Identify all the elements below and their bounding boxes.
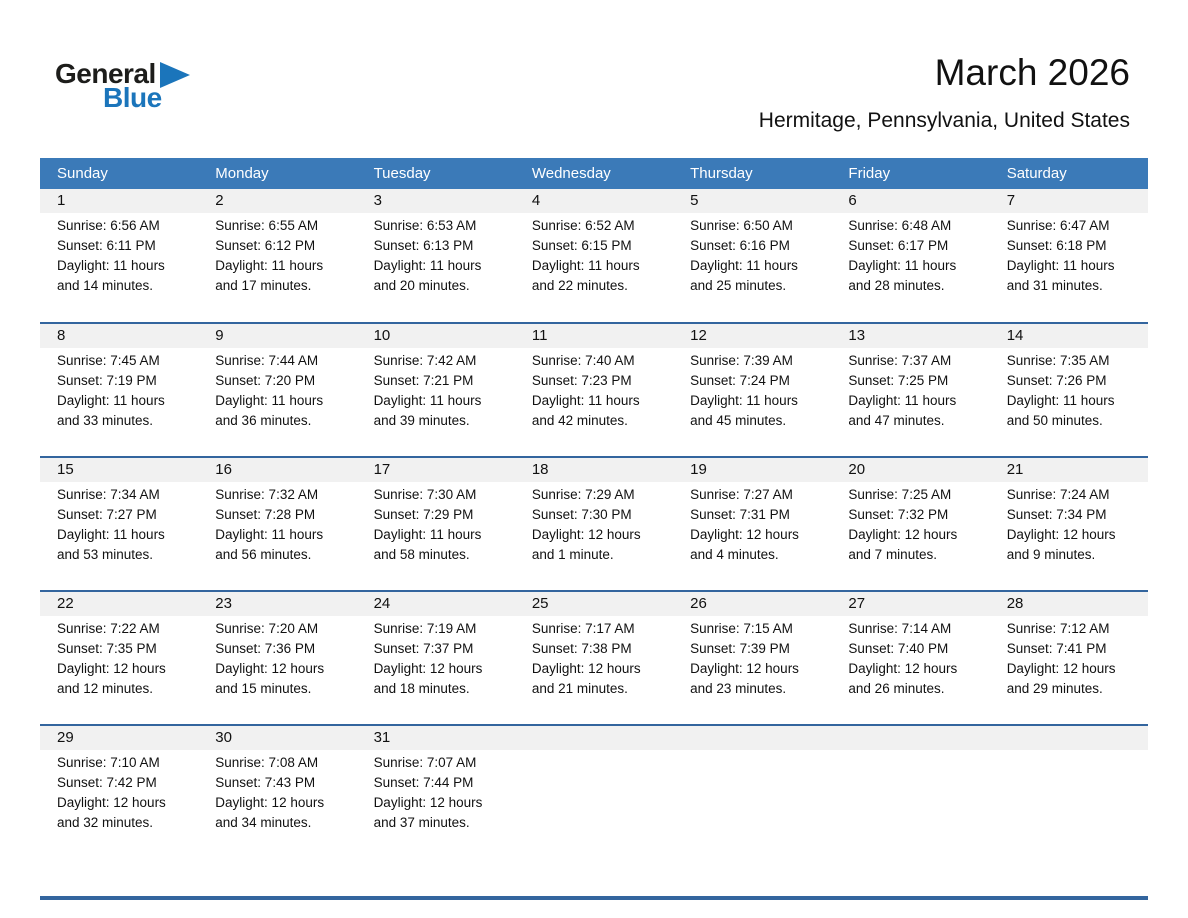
day-cell	[990, 189, 1148, 323]
day-details	[515, 482, 673, 565]
day-number	[990, 726, 1148, 750]
sunset-text: Sunset: 6:12 PM	[215, 238, 316, 253]
day-cell	[673, 323, 831, 457]
day-details	[673, 348, 831, 431]
sunrise-text: Sunrise: 7:34 AM	[57, 487, 160, 502]
daylight-text: Daylight: 12 hours and 21 minutes.	[531, 661, 641, 696]
day-number	[515, 726, 673, 750]
day-details	[673, 482, 831, 565]
logo-triangle-icon	[160, 62, 190, 88]
day-cell	[831, 457, 989, 591]
day-cell	[357, 591, 515, 725]
daylight-text: Daylight: 12 hours and 12 minutes.	[57, 661, 166, 696]
day-cell	[357, 725, 515, 859]
footer-rule	[40, 896, 1148, 900]
sunset-text: Sunset: 6:15 PM	[531, 238, 632, 253]
day-cell	[673, 189, 831, 323]
day-details	[357, 750, 515, 833]
sunset-text: Sunset: 7:26 PM	[1006, 373, 1107, 388]
day-cell	[515, 323, 673, 457]
day-cell	[40, 457, 198, 591]
day-number: 27	[831, 592, 989, 616]
sunset-text: Sunset: 7:42 PM	[57, 775, 157, 790]
day-number: 26	[673, 592, 831, 616]
sunrise-text: Sunrise: 7:32 AM	[215, 487, 319, 502]
sunset-text: Sunset: 7:27 PM	[57, 507, 157, 522]
empty-day-cell	[990, 725, 1148, 859]
day-details	[198, 616, 356, 699]
weekday-header-thursday: Thursday	[673, 158, 831, 189]
weekday-header-wednesday: Wednesday	[515, 158, 673, 189]
weekday-header-tuesday: Tuesday	[357, 158, 515, 189]
day-details	[357, 616, 515, 699]
day-details	[40, 348, 198, 431]
sunset-text: Sunset: 7:30 PM	[531, 507, 632, 522]
sunset-text: Sunset: 7:36 PM	[215, 641, 316, 656]
day-details	[40, 482, 198, 565]
sunrise-text: Sunrise: 7:25 AM	[848, 487, 952, 502]
daylight-text: Daylight: 11 hours and 47 minutes.	[848, 393, 957, 428]
sunrise-text: Sunrise: 6:52 AM	[531, 218, 635, 233]
sunrise-text: Sunrise: 6:47 AM	[1006, 218, 1110, 233]
daylight-text: Daylight: 11 hours and 58 minutes.	[373, 527, 482, 562]
sunset-text: Sunset: 7:41 PM	[1006, 641, 1107, 656]
day-details	[40, 213, 198, 296]
day-cell	[831, 189, 989, 323]
sunrise-text: Sunrise: 7:27 AM	[690, 487, 793, 502]
sunrise-text: Sunrise: 6:53 AM	[373, 218, 477, 233]
daylight-text: Daylight: 11 hours and 33 minutes.	[57, 393, 165, 428]
sunset-text: Sunset: 7:34 PM	[1006, 507, 1107, 522]
day-cell	[515, 457, 673, 591]
sunrise-text: Sunrise: 7:24 AM	[1006, 487, 1110, 502]
sunrise-text: Sunrise: 7:19 AM	[373, 621, 477, 636]
sunrise-text: Sunrise: 7:12 AM	[1006, 621, 1110, 636]
sunrise-text: Sunrise: 7:20 AM	[215, 621, 319, 636]
logo-text-blue: Blue	[103, 82, 162, 113]
day-number: 1	[40, 189, 198, 213]
empty-day-cell	[515, 725, 673, 859]
sunrise-text: Sunrise: 7:07 AM	[373, 755, 477, 770]
sunrise-text: Sunrise: 7:44 AM	[215, 353, 319, 368]
day-number: 16	[198, 458, 356, 482]
daylight-text: Daylight: 11 hours and 36 minutes.	[215, 393, 324, 428]
daylight-text: Daylight: 12 hours and 9 minutes.	[1006, 527, 1116, 562]
weekday-header-monday: Monday	[198, 158, 356, 189]
day-details	[831, 482, 989, 565]
daylight-text: Daylight: 11 hours and 45 minutes.	[690, 393, 798, 428]
daylight-text: Daylight: 11 hours and 31 minutes.	[1006, 258, 1115, 293]
daylight-text: Daylight: 12 hours and 18 minutes.	[373, 661, 483, 696]
day-cell	[40, 591, 198, 725]
day-number: 18	[515, 458, 673, 482]
day-number: 19	[673, 458, 831, 482]
daylight-text: Daylight: 12 hours and 1 minute.	[531, 527, 641, 562]
day-number: 31	[357, 726, 515, 750]
sunset-text: Sunset: 7:44 PM	[373, 775, 474, 790]
sunrise-text: Sunrise: 7:35 AM	[1006, 353, 1110, 368]
day-number: 15	[40, 458, 198, 482]
sunrise-text: Sunrise: 7:40 AM	[531, 353, 635, 368]
daylight-text: Daylight: 11 hours and 14 minutes.	[57, 258, 165, 293]
day-details	[198, 750, 356, 833]
sunrise-text: Sunrise: 7:30 AM	[373, 487, 477, 502]
day-cell	[40, 189, 198, 323]
sunset-text: Sunset: 7:38 PM	[531, 641, 632, 656]
header-titles	[759, 52, 1130, 132]
day-number: 3	[357, 189, 515, 213]
day-number: 9	[198, 324, 356, 348]
day-cell	[831, 591, 989, 725]
day-number: 22	[40, 592, 198, 616]
daylight-text: Daylight: 12 hours and 7 minutes.	[848, 527, 958, 562]
day-cell	[673, 457, 831, 591]
daylight-text: Daylight: 11 hours and 20 minutes.	[373, 258, 482, 293]
daylight-text: Daylight: 11 hours and 53 minutes.	[57, 527, 165, 562]
day-details	[831, 213, 989, 296]
day-cell	[40, 323, 198, 457]
day-cell	[990, 323, 1148, 457]
daylight-text: Daylight: 12 hours and 26 minutes.	[848, 661, 958, 696]
daylight-text: Daylight: 11 hours and 50 minutes.	[1006, 393, 1115, 428]
day-number: 28	[990, 592, 1148, 616]
sunset-text: Sunset: 7:40 PM	[848, 641, 949, 656]
day-details	[515, 616, 673, 699]
sunset-text: Sunset: 7:24 PM	[690, 373, 790, 388]
daylight-text: Daylight: 11 hours and 22 minutes.	[531, 258, 640, 293]
daylight-text: Daylight: 12 hours and 29 minutes.	[1006, 661, 1116, 696]
weekday-header-saturday: Saturday	[990, 158, 1148, 189]
sunrise-text: Sunrise: 7:08 AM	[215, 755, 319, 770]
sunrise-text: Sunrise: 7:45 AM	[57, 353, 160, 368]
sunset-text: Sunset: 6:11 PM	[57, 238, 156, 253]
sunrise-text: Sunrise: 6:56 AM	[57, 218, 160, 233]
day-number: 29	[40, 726, 198, 750]
sunrise-text: Sunrise: 7:37 AM	[848, 353, 952, 368]
sunset-text: Sunset: 7:19 PM	[57, 373, 157, 388]
daylight-text: Daylight: 12 hours and 15 minutes.	[215, 661, 325, 696]
sunset-text: Sunset: 7:31 PM	[690, 507, 790, 522]
empty-day-cell	[673, 725, 831, 859]
day-number: 5	[673, 189, 831, 213]
sunrise-text: Sunrise: 7:15 AM	[690, 621, 793, 636]
day-details	[831, 348, 989, 431]
day-details	[198, 482, 356, 565]
day-number: 20	[831, 458, 989, 482]
day-number: 25	[515, 592, 673, 616]
week-row	[40, 591, 1148, 725]
day-details	[515, 348, 673, 431]
day-cell	[198, 457, 356, 591]
week-row	[40, 189, 1148, 323]
week-row	[40, 323, 1148, 457]
logo-text-general: General	[55, 58, 156, 89]
day-cell	[40, 725, 198, 859]
day-number: 24	[357, 592, 515, 616]
daylight-text: Daylight: 11 hours and 17 minutes.	[215, 258, 324, 293]
day-details	[990, 348, 1148, 431]
sunset-text: Sunset: 7:29 PM	[373, 507, 474, 522]
day-details	[40, 616, 198, 699]
sunrise-text: Sunrise: 7:14 AM	[848, 621, 952, 636]
day-cell	[198, 591, 356, 725]
sunset-text: Sunset: 7:23 PM	[531, 373, 632, 388]
sunset-text: Sunset: 7:37 PM	[373, 641, 474, 656]
day-details	[990, 482, 1148, 565]
day-number: 14	[990, 324, 1148, 348]
day-cell	[198, 189, 356, 323]
sunset-text: Sunset: 7:28 PM	[215, 507, 316, 522]
day-number: 12	[673, 324, 831, 348]
daylight-text: Daylight: 12 hours and 4 minutes.	[690, 527, 799, 562]
empty-day-cell	[831, 725, 989, 859]
day-number: 13	[831, 324, 989, 348]
page-subtitle: Hermitage, Pennsylvania, United States	[758, 108, 1130, 132]
day-details	[990, 616, 1148, 699]
day-cell	[198, 725, 356, 859]
daylight-text: Daylight: 11 hours and 39 minutes.	[373, 393, 482, 428]
sunset-text: Sunset: 6:13 PM	[373, 238, 474, 253]
daylight-text: Daylight: 12 hours and 23 minutes.	[690, 661, 799, 696]
day-details	[40, 750, 198, 833]
day-number: 30	[198, 726, 356, 750]
day-cell	[990, 591, 1148, 725]
day-details	[515, 213, 673, 296]
day-details	[198, 348, 356, 431]
day-number: 10	[357, 324, 515, 348]
daylight-text: Daylight: 12 hours and 37 minutes.	[373, 795, 483, 830]
sunrise-text: Sunrise: 7:42 AM	[373, 353, 477, 368]
week-row	[40, 457, 1148, 591]
day-number: 6	[831, 189, 989, 213]
day-details	[673, 213, 831, 296]
sunset-text: Sunset: 6:16 PM	[690, 238, 790, 253]
daylight-text: Daylight: 12 hours and 32 minutes.	[57, 795, 166, 830]
day-cell	[357, 457, 515, 591]
day-details	[198, 213, 356, 296]
weekday-header-friday: Friday	[831, 158, 989, 189]
calendar-table	[40, 158, 1148, 859]
day-cell	[673, 591, 831, 725]
sunrise-text: Sunrise: 7:29 AM	[531, 487, 635, 502]
weekday-header-sunday: Sunday	[40, 158, 198, 189]
sunset-text: Sunset: 7:39 PM	[690, 641, 790, 656]
sunrise-text: Sunrise: 6:50 AM	[690, 218, 793, 233]
day-number: 23	[198, 592, 356, 616]
day-cell	[198, 323, 356, 457]
sunset-text: Sunset: 7:43 PM	[215, 775, 316, 790]
sunset-text: Sunset: 7:20 PM	[215, 373, 316, 388]
day-details	[673, 616, 831, 699]
day-number	[673, 726, 831, 750]
day-number: 2	[198, 189, 356, 213]
day-details	[831, 616, 989, 699]
day-cell	[990, 457, 1148, 591]
sunrise-text: Sunrise: 7:39 AM	[690, 353, 793, 368]
sunset-text: Sunset: 7:32 PM	[848, 507, 949, 522]
daylight-text: Daylight: 11 hours and 28 minutes.	[848, 258, 957, 293]
sunset-text: Sunset: 7:25 PM	[848, 373, 949, 388]
day-details	[357, 213, 515, 296]
sunset-text: Sunset: 6:17 PM	[848, 238, 949, 253]
day-details	[357, 482, 515, 565]
day-details	[357, 348, 515, 431]
week-row	[40, 725, 1148, 859]
day-cell	[357, 323, 515, 457]
day-cell	[515, 591, 673, 725]
sunrise-text: Sunrise: 6:55 AM	[215, 218, 319, 233]
daylight-text: Daylight: 11 hours and 56 minutes.	[215, 527, 324, 562]
sunset-text: Sunset: 7:21 PM	[373, 373, 474, 388]
page-title: March 2026	[934, 52, 1130, 93]
day-number: 11	[515, 324, 673, 348]
day-details	[990, 213, 1148, 296]
sunrise-text: Sunrise: 6:48 AM	[848, 218, 952, 233]
day-number: 21	[990, 458, 1148, 482]
sunrise-text: Sunrise: 7:22 AM	[57, 621, 160, 636]
day-cell	[831, 323, 989, 457]
sunset-text: Sunset: 7:35 PM	[57, 641, 157, 656]
general-blue-logo	[55, 60, 190, 112]
daylight-text: Daylight: 11 hours and 42 minutes.	[531, 393, 640, 428]
daylight-text: Daylight: 12 hours and 34 minutes.	[215, 795, 325, 830]
day-number: 17	[357, 458, 515, 482]
day-number	[831, 726, 989, 750]
day-number: 7	[990, 189, 1148, 213]
day-number: 8	[40, 324, 198, 348]
sunrise-text: Sunrise: 7:17 AM	[531, 621, 635, 636]
day-cell	[357, 189, 515, 323]
day-number: 4	[515, 189, 673, 213]
daylight-text: Daylight: 11 hours and 25 minutes.	[690, 258, 798, 293]
sunrise-text: Sunrise: 7:10 AM	[57, 755, 160, 770]
sunset-text: Sunset: 6:18 PM	[1006, 238, 1107, 253]
day-cell	[515, 189, 673, 323]
weekday-header-row	[40, 158, 1148, 189]
